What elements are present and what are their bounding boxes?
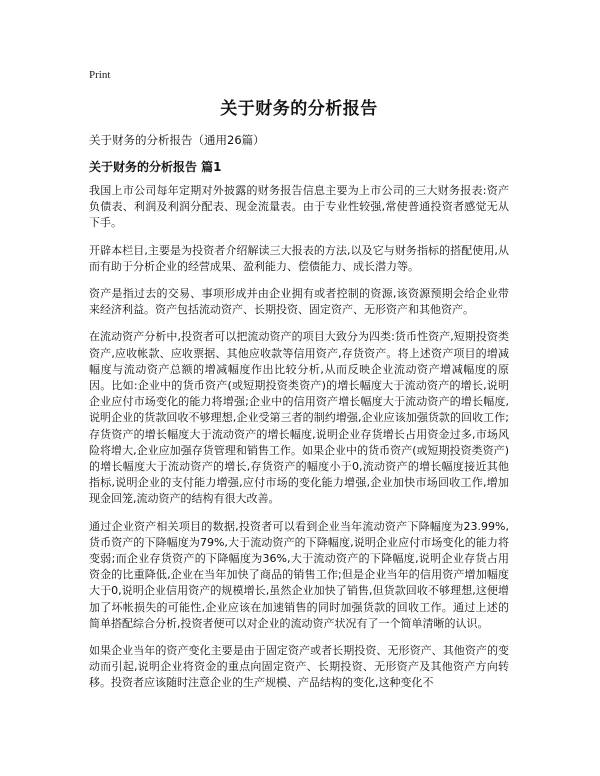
section-heading: 关于财务的分析报告 篇1 [89,160,222,174]
paragraph-5: 通过企业资产相关项目的数据,投资者可以看到企业当年流动资产下降幅度为23.99%,货币资产的下降幅度为79%,大于流动资产的下降幅度,说明企业应付市场变化的能力将变弱;而企业存货资产的下降幅度为36%,大于流动资产的下降幅度,说明企业存货占用资金的比重降低,企业在当年加快了商品的销售工作;但是企业当年的信用资产增加幅度大于0,说明企业信用资产的规模增长,虽然企业加快了销售,但货款回收不够理想,这便增加了坏帐损失的可能性,企业应该在加速销售的同时加强货款的回收工作。通过上述的简单搭配综合分析,投资者便可以对企业的流动资产状况有了一个简单清晰的认识。 [89,519,509,630]
document-body [89,183,509,703]
paragraph-1: 我国上市公司每年定期对外披露的财务报告信息主要为上市公司的三大财务报表:资产负债表、利润及利润分配表、现金流量表。由于专业性较强,常使普通投资者感觉无从下手。 [89,184,509,230]
paragraph-2: 开辟本栏目,主要是为投资者介绍解读三大报表的方法,以及它与财务指标的搭配使用,从而有助于分析企业的经营成果、盈利能力、偿债能力、成长潜力等。 [89,243,509,273]
document-title: 关于财务的分析报告 [220,99,378,119]
paragraph-6: 如果企业当年的资产变化主要是由于固定资产或者长期投资、无形资产、其他资产的变动而引起,说明企业将资金的重点向固定资产、长期投资、无形资产及其他资产方向转移。投资者应该随时注意企业的生产规模、产品结构的变化,这种变化不 [89,644,509,690]
paragraph-3: 资产是指过去的交易、事项形成并由企业拥有或者控制的资源,该资源预期会给企业带来经济利益。资产包括流动资产、长期投资、固定资产、无形资产和其他资产。 [89,287,509,317]
document-subtitle: 关于财务的分析报告（通用26篇） [89,133,265,147]
paragraph-4: 在流动资产分析中,投资者可以把流动资产的项目大致分为四类:货币性资产,短期投资类资产,应收帐款、应收票据、其他应收款等信用资产,存货资产。将上述资产项目的增减幅度与流动资产总额的增减幅度作出比较分析,从而反映企业流动资产增减幅度的原因。比如:企业中的货币资产(或短期投资类资产)的增长幅度大于流动资产的增长,说明企业应付市场变化的能力将增强;企业中的信用资产增长幅度大于流动资产的增长幅度,说明企业的货款回收不够理想,企业受第三者的制约增强,企业应该加强货款的回收工作;存货资产的增长幅度大于流动资产的增长幅度,说明企业存货增长占用资金过多,市场风险将增大,企业应加强存货管理和销售工作。如果企业中的货币资产(或短期投资类资产)的增长幅度大于流动资产的增长,存货资产的幅度小于0,流动资产的增长幅度接近其他指标,说明企业的支付能力增强,应付市场的变化能力增强,企业加快市场回收工作,增加现金回笼,流动资产的结构有很大改善。 [89,330,509,506]
print-label: Print [89,69,111,81]
